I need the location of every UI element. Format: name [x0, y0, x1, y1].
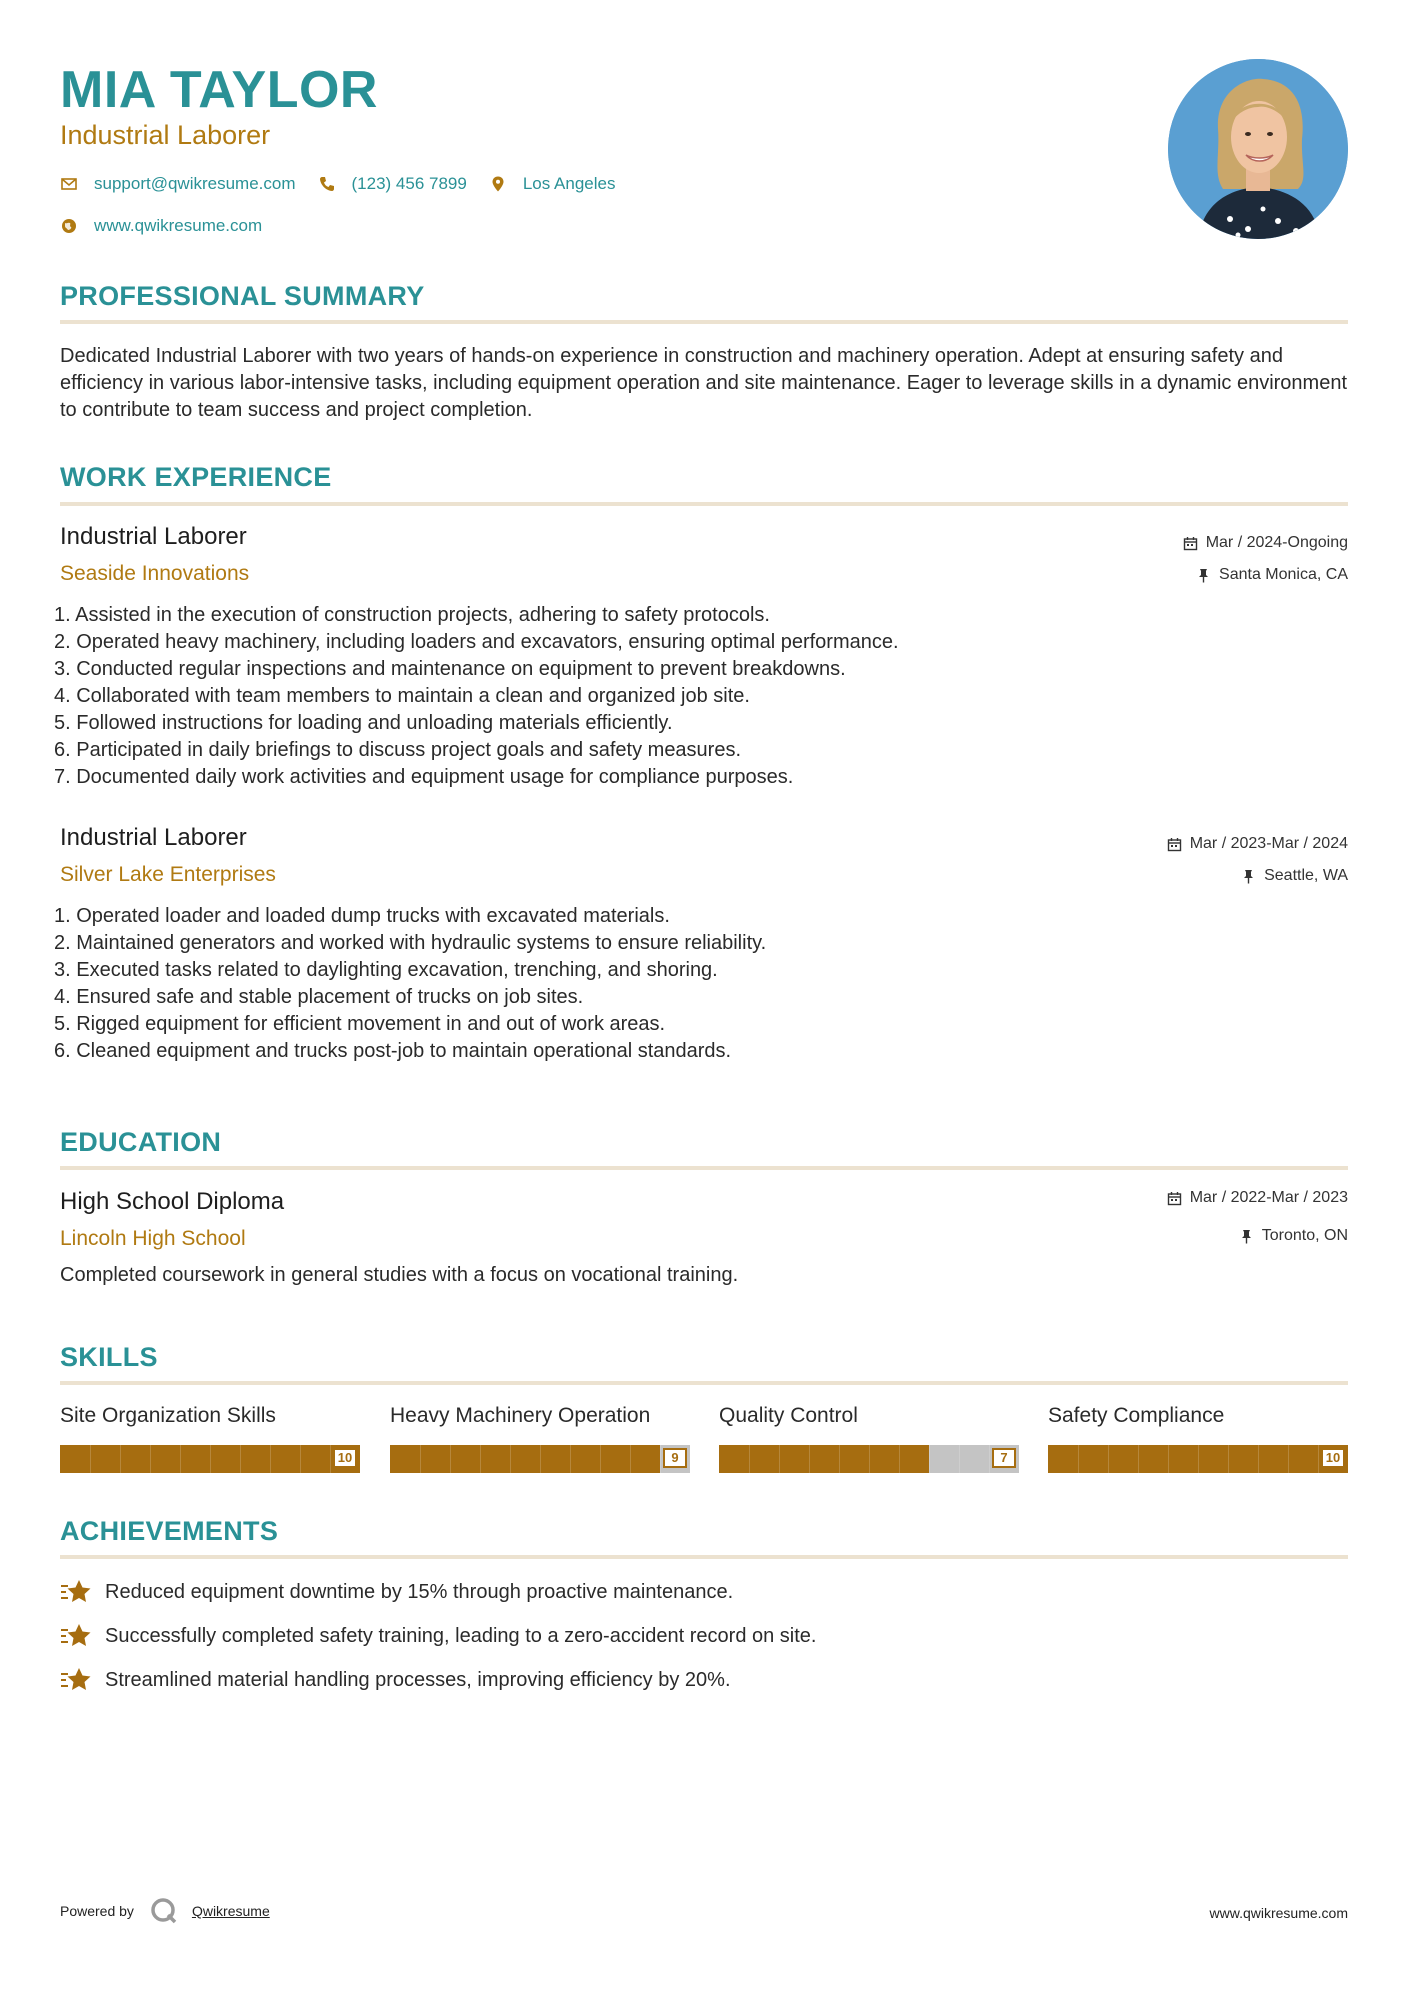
- email-text: support@qwikresume.com: [94, 174, 296, 193]
- list-item: 1. Operated loader and loaded dump trucks with excavated materials.: [54, 905, 670, 927]
- powered-by-label: Powered by: [60, 1903, 134, 1919]
- skill-bar-fill: [390, 1445, 660, 1473]
- skill-bar-segment: [210, 1445, 211, 1473]
- job-location: [1196, 564, 1348, 586]
- job-dates-text: Mar / 2023-Mar / 2024: [1189, 835, 1348, 852]
- list-item: 4. Ensured safe and stable placement of trucks on job sites.: [54, 986, 584, 1008]
- skill-bar-segment: [1288, 1445, 1289, 1473]
- website-text: www.qwikresume.com: [94, 216, 263, 235]
- job-location-text: Seattle, WA: [1264, 867, 1348, 884]
- list-item: 7. Documented daily work activities and equipment usage for compliance purposes.: [54, 766, 794, 788]
- star-achievement-icon: [60, 1665, 92, 1695]
- achievements-heading: ACHIEVEMENTS: [60, 1516, 279, 1546]
- job-title: Industrial Laborer: [60, 824, 247, 851]
- skill-level-badge: 9: [663, 1448, 687, 1468]
- summary-text: Dedicated Industrial Laborer with two years of hands-on experience in construction and machinery operation. Adept at ensuring safety and efficiency in various labor-intensive tasks, including equipment operation and site maintenance. Eager to leverage skills in a dynamic environment to contribute to team success and project completion.: [60, 345, 1348, 421]
- skill-bar-segment: [1318, 1445, 1319, 1473]
- list-item: 4. Collaborated with team members to maintain a clean and organized job site.: [54, 685, 750, 707]
- skills-heading: SKILLS: [60, 1342, 158, 1372]
- skill-bar-segment: [510, 1445, 511, 1473]
- candidate-role: Industrial Laborer: [60, 120, 271, 150]
- list-item: 5. Rigged equipment for efficient movement in and out of work areas.: [54, 1013, 666, 1035]
- education-degree: High School Diploma: [60, 1188, 285, 1215]
- skill-bar: [390, 1445, 690, 1473]
- skill-bar-segment: [270, 1445, 271, 1473]
- job-location: [1241, 865, 1348, 887]
- calendar-icon: [1167, 1191, 1182, 1206]
- skill-bar-segment: [330, 1445, 331, 1473]
- education-description: Completed coursework in general studies with a focus on vocational training.: [60, 1264, 739, 1286]
- phone-icon: [318, 175, 336, 193]
- education-location-text: Toronto, ON: [1261, 1227, 1348, 1244]
- skill-bar-segment: [450, 1445, 451, 1473]
- skill-bar-segment: [420, 1445, 421, 1473]
- contact-phone[interactable]: [318, 172, 467, 196]
- pushpin-icon: [1196, 568, 1211, 583]
- skill-item: [390, 1403, 690, 1465]
- skill-bar: [1048, 1445, 1348, 1473]
- summary-heading: PROFESSIONAL SUMMARY: [60, 281, 425, 311]
- job-dates-text: Mar / 2024-Ongoing: [1205, 534, 1348, 551]
- qwikresume-link[interactable]: Qwikresume: [191, 1903, 270, 1919]
- list-item: 2. Maintained generators and worked with hydraulic systems to ensure reliability.: [54, 932, 767, 954]
- list-item: 6. Participated in daily briefings to discuss project goals and safety measures.: [54, 739, 742, 761]
- education-divider: [60, 1166, 1348, 1170]
- education-heading: EDUCATION: [60, 1127, 222, 1157]
- skill-bar-segment: [1108, 1445, 1109, 1473]
- job-company: Seaside Innovations: [60, 562, 250, 585]
- skill-name: Site Organization Skills: [60, 1404, 276, 1427]
- skill-level-badge: 7: [992, 1448, 1016, 1468]
- qwikresume-logo-icon: [150, 1897, 178, 1925]
- skill-bar-segment: [300, 1445, 301, 1473]
- skill-bar-segment: [120, 1445, 121, 1473]
- job-title: Industrial Laborer: [60, 523, 247, 550]
- experience-divider: [60, 502, 1348, 506]
- calendar-icon: [1167, 837, 1182, 852]
- profile-photo-illustration: [1168, 59, 1348, 239]
- skill-item: [1048, 1403, 1348, 1465]
- skill-bar-segment: [660, 1445, 661, 1473]
- education-dates-text: Mar / 2022-Mar / 2023: [1189, 1189, 1348, 1206]
- skill-bar-segment: [1228, 1445, 1229, 1473]
- profile-photo: [1168, 59, 1348, 239]
- job-bullets: [54, 602, 1344, 791]
- skill-bar-segment: [989, 1445, 990, 1473]
- education-dates: [1167, 1187, 1348, 1209]
- experience-heading: WORK EXPERIENCE: [60, 462, 332, 492]
- list-item: 1. Assisted in the execution of construction projects, adhering to safety protocols.: [54, 604, 770, 626]
- contact-email[interactable]: [60, 172, 296, 196]
- skill-item: [60, 1403, 360, 1465]
- skill-bar-segment: [1168, 1445, 1169, 1473]
- skill-level-badge: 10: [1321, 1448, 1345, 1468]
- job-location-text: Santa Monica, CA: [1219, 566, 1348, 583]
- contact-website[interactable]: [60, 214, 262, 238]
- achievement-text: Streamlined material handling processes, improving efficiency by 20%.: [105, 1669, 731, 1691]
- contact-location: [489, 172, 616, 196]
- footer-powered-by: [60, 1897, 270, 1925]
- skills-divider: [60, 1381, 1348, 1385]
- skill-bar: [60, 1445, 360, 1473]
- skill-bar-segment: [899, 1445, 900, 1473]
- skill-name: Heavy Machinery Operation: [390, 1404, 651, 1427]
- skill-bar-segment: [779, 1445, 780, 1473]
- pushpin-icon: [1241, 869, 1256, 884]
- skill-bar-segment: [150, 1445, 151, 1473]
- skill-bar-segment: [1258, 1445, 1259, 1473]
- skill-bar-segment: [1198, 1445, 1199, 1473]
- star-achievement-icon: [60, 1577, 92, 1607]
- job-dates: [1167, 833, 1348, 855]
- achievement-item: [60, 1621, 816, 1651]
- achievement-text: Reduced equipment downtime by 15% through proactive maintenance.: [105, 1581, 734, 1603]
- list-item: 3. Executed tasks related to daylighting excavation, trenching, and shoring.: [54, 959, 718, 981]
- map-pin-icon: [489, 175, 507, 193]
- summary-divider: [60, 320, 1348, 324]
- skill-name: Safety Compliance: [1048, 1404, 1225, 1427]
- skill-bar-segment: [749, 1445, 750, 1473]
- resume-page: [54, 0, 1348, 1990]
- skill-bar-segment: [180, 1445, 181, 1473]
- candidate-name: MIA TAYLOR: [60, 61, 378, 119]
- skill-bar-segment: [959, 1445, 960, 1473]
- skill-bar: [719, 1445, 1019, 1473]
- list-item: 3. Conducted regular inspections and maintenance on equipment to prevent breakdowns.: [54, 658, 846, 680]
- job-company: Silver Lake Enterprises: [60, 863, 276, 886]
- education-school: Lincoln High School: [60, 1227, 246, 1250]
- skill-item: [719, 1403, 1019, 1465]
- calendar-icon: [1183, 536, 1198, 551]
- skill-bar-segment: [540, 1445, 541, 1473]
- achievement-item: [60, 1577, 733, 1607]
- pushpin-icon: [1239, 1229, 1254, 1244]
- envelope-icon: [60, 175, 78, 193]
- skill-bar-segment: [90, 1445, 91, 1473]
- skill-bar-fill: [719, 1445, 929, 1473]
- contact-row: [60, 172, 637, 196]
- star-achievement-icon: [60, 1621, 92, 1651]
- skill-bar-segment: [929, 1445, 930, 1473]
- list-item: 5. Followed instructions for loading and unloading materials efficiently.: [54, 712, 673, 734]
- list-item: 2. Operated heavy machinery, including loaders and excavators, ensuring optimal performance.: [54, 631, 899, 653]
- globe-icon: [60, 217, 78, 235]
- job-dates: [1183, 532, 1348, 554]
- achievements-divider: [60, 1555, 1348, 1559]
- skill-bar-segment: [240, 1445, 241, 1473]
- footer-website[interactable]: www.qwikresume.com: [1209, 1905, 1348, 1921]
- location-text: Los Angeles: [522, 174, 616, 193]
- skill-bar-segment: [600, 1445, 601, 1473]
- achievement-text: Successfully completed safety training, leading to a zero-accident record on site.: [105, 1625, 817, 1647]
- skill-level-badge: 10: [333, 1448, 357, 1468]
- skill-bar-segment: [630, 1445, 631, 1473]
- skill-bar-segment: [1138, 1445, 1139, 1473]
- job-bullets: [54, 903, 1344, 1065]
- skill-bar-segment: [480, 1445, 481, 1473]
- skill-bar-segment: [869, 1445, 870, 1473]
- phone-text: (123) 456 7899: [351, 174, 467, 193]
- skill-bar-segment: [839, 1445, 840, 1473]
- list-item: 6. Cleaned equipment and trucks post-job to maintain operational standards.: [54, 1040, 732, 1062]
- achievement-item: [60, 1665, 731, 1695]
- education-location: [1239, 1225, 1348, 1247]
- contact-row-website: [60, 214, 284, 238]
- skill-bar-segment: [570, 1445, 571, 1473]
- skill-bar-segment: [1078, 1445, 1079, 1473]
- skill-bar-segment: [809, 1445, 810, 1473]
- skill-name: Quality Control: [719, 1404, 858, 1427]
